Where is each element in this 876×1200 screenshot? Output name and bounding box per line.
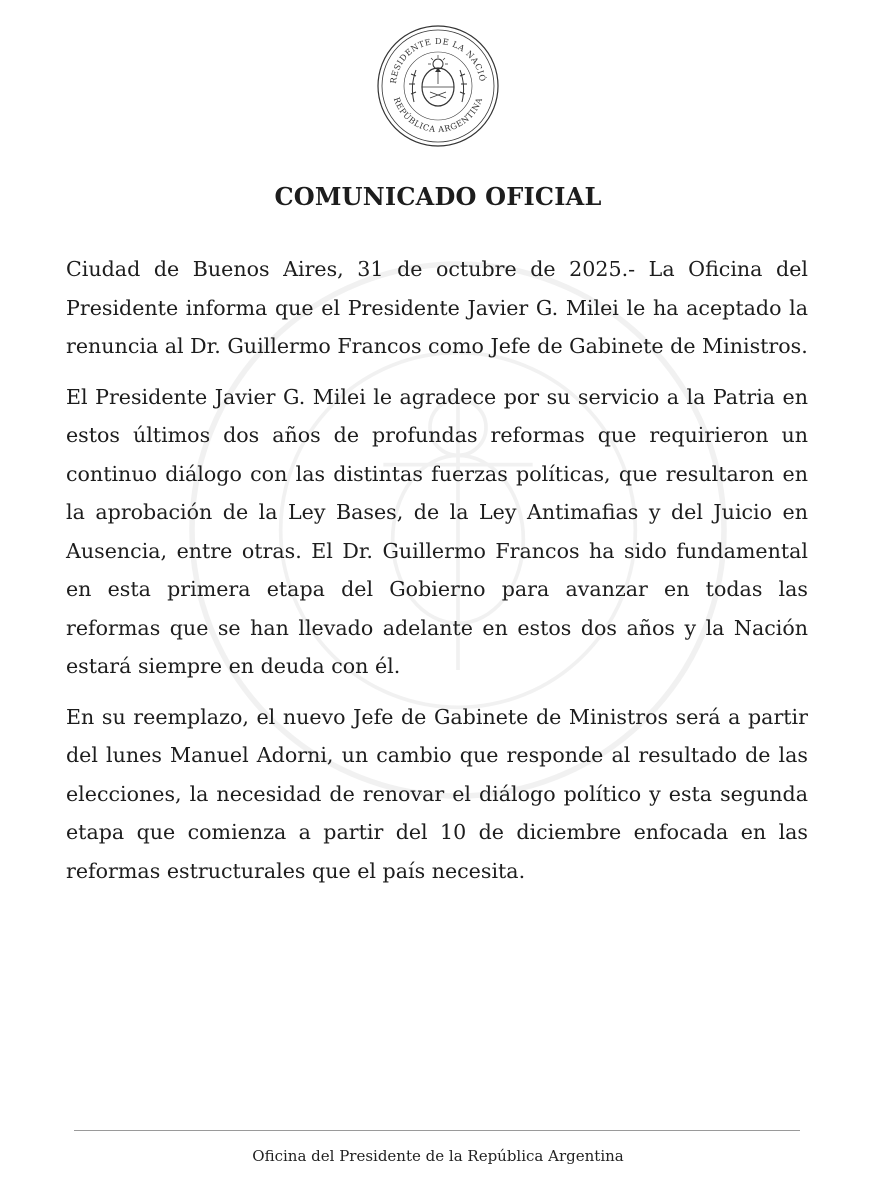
svg-text:PRESIDENTE DE LA NACIÓN bbox=[376, 24, 488, 84]
seal-bottom-text: REPÚBLICA ARGENTINA bbox=[391, 95, 485, 135]
document-title: COMUNICADO OFICIAL bbox=[274, 182, 602, 211]
seal-emblem-icon bbox=[376, 24, 500, 148]
presidential-seal bbox=[376, 24, 500, 148]
paragraph-2: El Presidente Javier G. Milei le agradece por su servicio a la Patria en estos últimos dos años de profundas reformas que requirieron un continuo diálogo con las distintas fuerzas políticas, que resultaron en la aprobación de la Ley Bases, de la Ley Antimafias y del Juicio en Ausencia, entre otras. El Dr. Guillermo Francos ha sido fundamental en esta primera etapa del Gobierno para avanzar en todas las reformas que se han llevado adelante en estos dos años y la Nación estará siempre en deuda con él. bbox=[66, 384, 808, 678]
seal-top-text: RESIDENTE DE LA NACIÓ bbox=[387, 35, 488, 85]
paragraph-3: En su reemplazo, el nuevo Jefe de Gabinete de Ministros será a partir del lunes Manuel Adorni, un cambio que responde al resultado de las elecciones, la necesidad de renovar el diálogo político y esta segunda etapa que comienza a partir del 10 de diciembre enfocada en las reformas estructurales que el país necesita. bbox=[66, 704, 808, 883]
footer-divider bbox=[74, 1130, 800, 1131]
paragraph-1: Ciudad de Buenos Aires, 31 de octubre de 2025.- La Oficina del Presidente informa que el Presidente Javier G. Milei le ha aceptado la renuncia al Dr. Guillermo Francos como Jefe de Gabinete de Ministros. bbox=[66, 257, 808, 358]
footer-text: Oficina del Presidente de la República Argentina bbox=[252, 1147, 624, 1165]
svg-text:REPÚBLICA ARGENTINA bbox=[392, 96, 485, 134]
document-body bbox=[66, 250, 808, 902]
